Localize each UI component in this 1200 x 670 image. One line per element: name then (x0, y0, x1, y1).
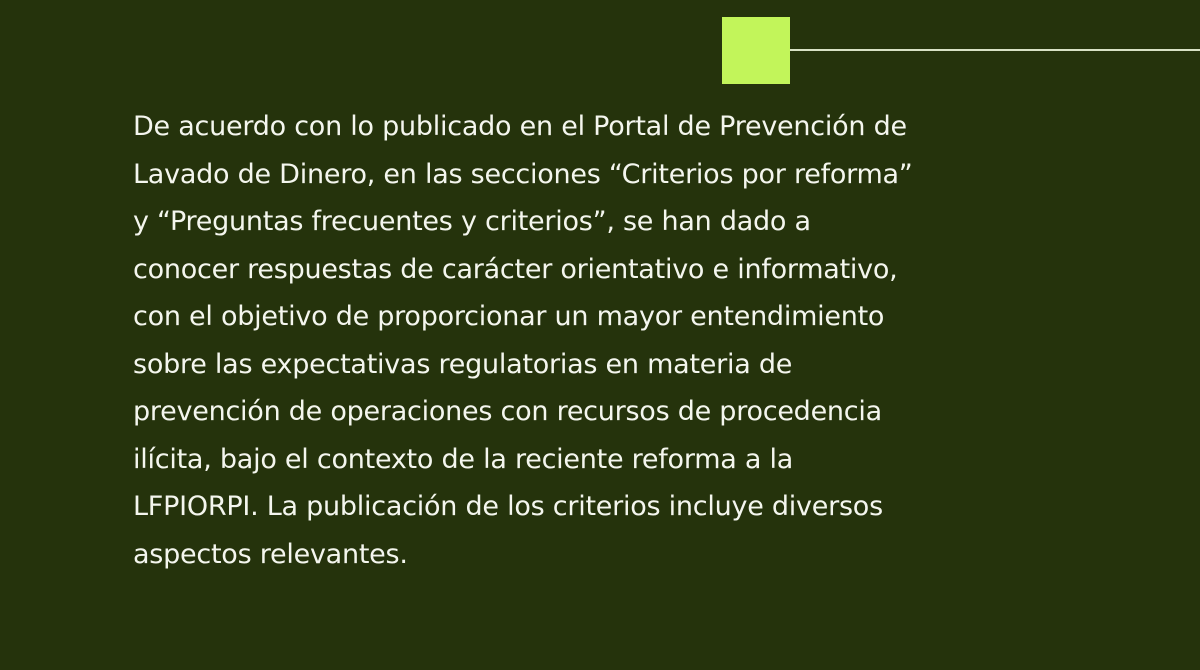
paragraph-line: ilícita, bajo el contexto de la reciente reforma a la (133, 443, 794, 475)
paragraph-line: prevención de operaciones con recursos de procedencia (133, 396, 882, 427)
paragraph-line: y “Preguntas frecuentes y criterios”, se han dado a (133, 206, 811, 237)
paragraph-line: sobre las expectativas regulatorias en materia de (133, 348, 793, 380)
body-paragraph (133, 103, 1133, 578)
accent-square (722, 17, 790, 84)
paragraph-line: aspectos relevantes. (133, 538, 408, 570)
paragraph-line: De acuerdo con lo publicado en el Portal de Prevención de (133, 111, 907, 142)
paragraph-line: conocer respuestas de carácter orientativo e informativo, (133, 253, 898, 285)
accent-divider-line (790, 49, 1200, 51)
paragraph-line: Lavado de Dinero, en las secciones “Criterios por reforma” (133, 158, 913, 190)
paragraph-line: LFPIORPI. La publicación de los criterios incluye diversos (133, 491, 883, 522)
paragraph-line: con el objetivo de proporcionar un mayor entendimiento (133, 301, 885, 332)
